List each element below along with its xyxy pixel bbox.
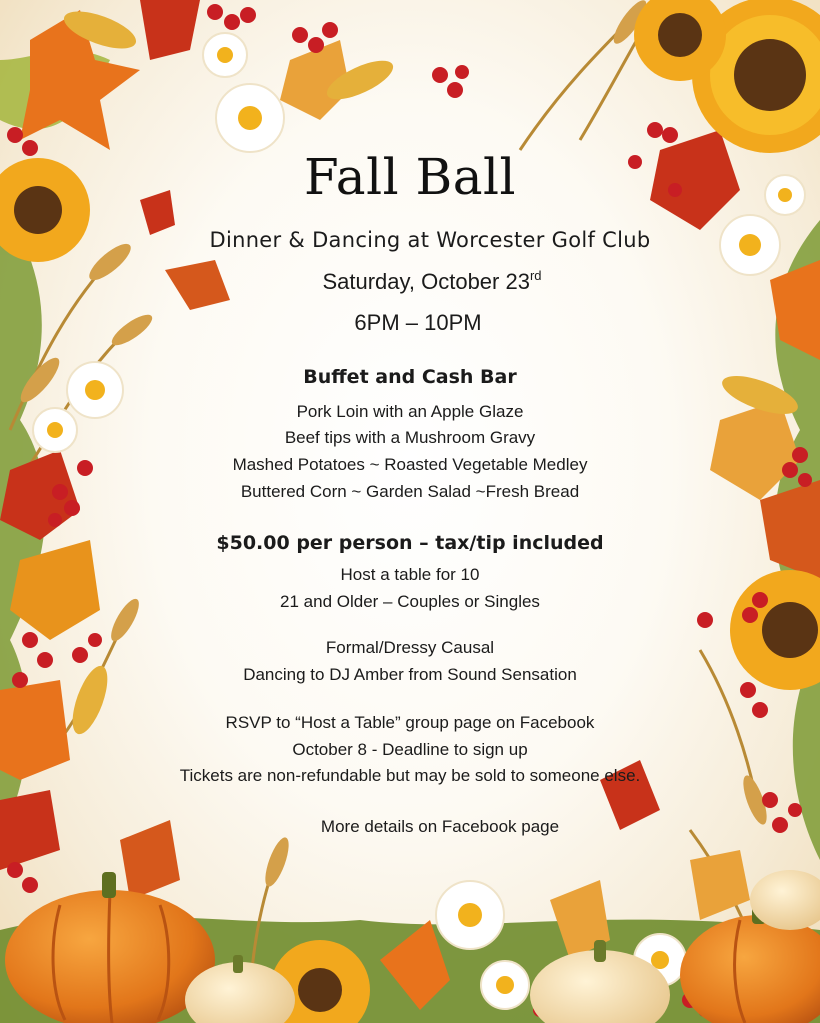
- event-time: 6PM – 10PM: [354, 310, 482, 335]
- ticket-policy-line: Tickets are non-refundable but may be sold to someone else.: [179, 766, 641, 785]
- event-title: Fall Ball: [303, 148, 517, 206]
- pricing-line: 21 and Older – Couples or Singles: [280, 592, 540, 611]
- event-subtitle: Dinner & Dancing at Worcester Golf Club: [209, 228, 651, 252]
- menu-item: Buttered Corn ~ Garden Salad ~Fresh Bread: [240, 482, 580, 501]
- price-heading: $50.00 per person – tax/tip included: [216, 532, 604, 554]
- deadline-line: October 8 - Deadline to sign up: [292, 740, 528, 759]
- menu-item: Beef tips with a Mushroom Gravy: [284, 428, 536, 447]
- event-date-suffix: rd: [529, 268, 542, 283]
- menu-item: Pork Loin with an Apple Glaze: [296, 402, 524, 421]
- event-date-main: Saturday, October 23: [322, 269, 530, 294]
- attire-line: Formal/Dressy Causal: [325, 638, 495, 657]
- event-date: [22, 268, 820, 295]
- dj-line: Dancing to DJ Amber from Sound Sensation: [243, 665, 577, 684]
- rsvp-line: RSVP to “Host a Table” group page on Facebook: [225, 713, 595, 732]
- menu-heading: Buffet and Cash Bar: [303, 366, 517, 388]
- footer-note: More details on Facebook page: [320, 817, 560, 836]
- pricing-line: Host a table for 10: [340, 565, 480, 584]
- menu-item: Mashed Potatoes ~ Roasted Vegetable Medley: [232, 455, 588, 474]
